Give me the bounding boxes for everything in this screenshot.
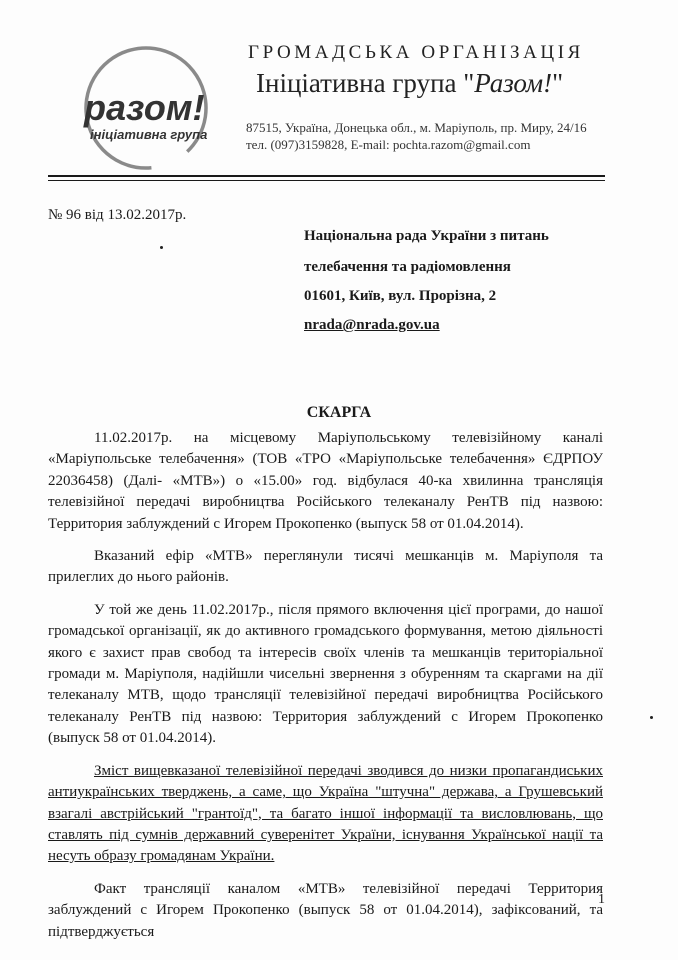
header-divider-thin bbox=[48, 180, 605, 181]
recipient-email[interactable]: nrada@nrada.gov.ua bbox=[304, 317, 440, 333]
document-title: СКАРГА bbox=[306, 404, 372, 421]
org-address: 87515, Україна, Донецька обл., м. Маріуполь, пр. Миру, 24/16 bbox=[246, 120, 587, 135]
org-type: ГРОМАДСЬКА ОРГАНІЗАЦІЯ bbox=[248, 42, 584, 63]
document-number: № 96 від 13.02.2017р. bbox=[48, 207, 187, 223]
paragraph-3: У той же день 11.02.2017р., після прямого включення цієї програми, до нашої громадської організації, як до активного громадського формування, метою діяльності якого є захист прав свобод та інтересів своїх членів та мешканців територіальної громади м. Маріуполя, надійшли чисельні звернення з обуренням та скаргами на дії телеканалу МТВ, щодо трансляції телевізійної передачі виробництва Російського телеканалу РенТВ під назвою: Территория заблуждений с Игорем Прокопенко (выпуск 58 от 01.04.2014). bbox=[48, 601, 603, 747]
org-name: Ініціативна група "Разом!" bbox=[256, 68, 564, 98]
logo-word: разом! bbox=[84, 87, 205, 128]
header-divider bbox=[48, 175, 605, 177]
paragraph-1: 11.02.2017р. на місцевому Маріупольському телевізійному каналі «Маріупольське телебачення» (ТОВ «ТРО «Маріупольське телебачення» ЄДРПОУ 22036458) (Далі- «МТВ») о «15.00» год. відбулася 40-ка хвилинна трансляція телевізійної передачі виробництва Російського телеканалу РенТВ під назвою: Территория заблуждений с Игорем Прокопенко (выпуск 58 от 01.04.2014). bbox=[48, 430, 603, 532]
org-contacts: тел. (097)3159828, E-mail: pochta.razom@gmail.com bbox=[246, 137, 531, 152]
paragraph-4-underlined: Зміст вищевказаної телевізійної передачі зводився до низки пропагандиських антиукраїнських тверджень, а саме, що Україна "штучна" держава, а Грушевський взагалі австрійський "грантоїд", та багато іншої інформації та висловлювань, що ставлять під сумнів державний суверенітет України, існування Української нації та несуть образу громадянам України. bbox=[48, 762, 603, 865]
recipient-line-1: Національна рада України з питань bbox=[304, 228, 549, 244]
paragraph-5: Факт трансляції каналом «МТВ» телевізійної передачі Территория заблуждений с Игорем Прокопенко (выпуск 58 от 01.04.2014), зафіксований, та підтверджується bbox=[48, 880, 603, 940]
scan-speck bbox=[650, 716, 653, 719]
paragraph-2: Вказаний ефір «МТВ» переглянули тисячі мешканців м. Маріуполя та прилеглих до нього районів. bbox=[48, 548, 603, 586]
scan-speck bbox=[160, 246, 163, 249]
letter-body bbox=[48, 428, 603, 943]
recipient-address: 01601, Київ, вул. Прорізна, 2 bbox=[304, 288, 497, 304]
page-number: 1 bbox=[598, 892, 605, 907]
razom-logo bbox=[48, 42, 248, 174]
logo-subtitle: ініціативна група bbox=[90, 127, 208, 142]
recipient-line-2: телебачення та радіомовлення bbox=[304, 259, 511, 275]
